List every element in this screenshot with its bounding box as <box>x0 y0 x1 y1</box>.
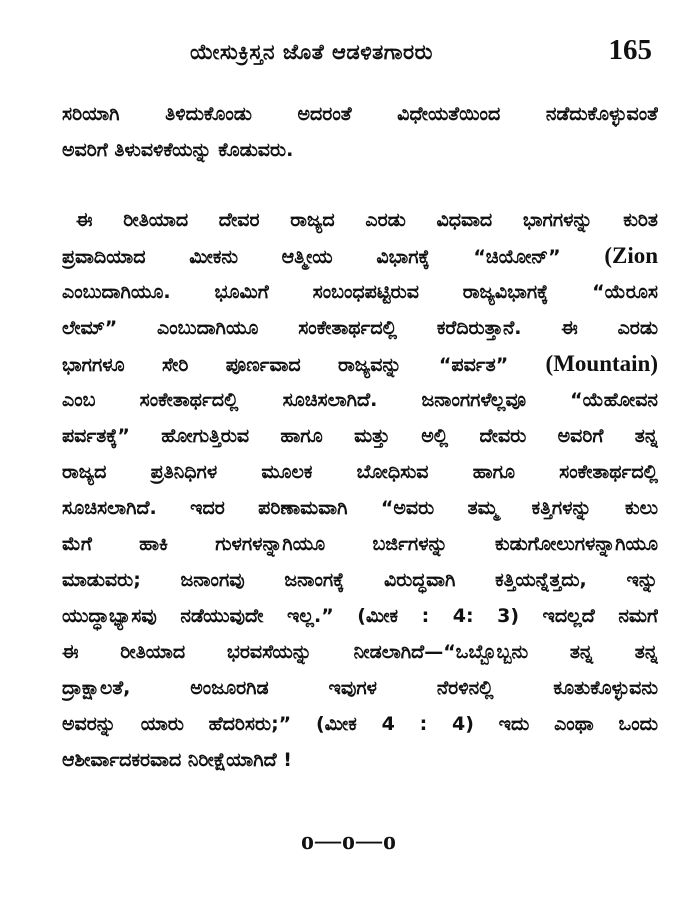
chapter-title: ಯೇಸುಕ್ರಿಸ್ತನ ಜೊತೆ ಆಡಳಿತಗಾರರು <box>190 40 433 64</box>
paragraph-2-line-8: ರಾಜ್ಯದ ಪ್ರತಿನಿಧಿಗಳ ಮೂಲಕ ಬೋಧಿಸುವ ಹಾಗೂ ಸಂಕೇತಾರ್ಥದಲ್ಲಿ <box>62 461 658 483</box>
paragraph-2-line-15: ಅವರನ್ನು ಯಾರು ಹೆದರಿಸರು;” (ಮೀಕ 4 : 4) ಇದು ಎಂಥಾ ಒಂದು <box>62 713 658 735</box>
paragraph-2-line-10: ಮೆಗೆ ಹಾಕಿ ಗುಳಗಳನ್ನಾಗಿಯೂ ಬರ್ಜಿಗಳನ್ನು ಕುಡುಗೋಲುಗಳನ್ನಾಗಿಯೂ <box>62 533 658 555</box>
paragraph-2-line-3: ಎಂಬುದಾಗಿಯೂ. ಭೂಮಿಗೆ ಸಂಬಂಧಪಟ್ಟಿರುವ ರಾಜ್ಯವಿಭಾಗಕ್ಕೆ “ಯೆರೂಸ <box>62 281 658 303</box>
paragraph-2-line-4: ಲೇಮ್” ಎಂಬುದಾಗಿಯೂ ಸಂಕೇತಾರ್ಥದಲ್ಲಿ ಕರೆದಿರುತ್ತಾನೆ. ಈ ಎರಡು <box>62 317 658 339</box>
paragraph-spacer <box>62 168 658 202</box>
paragraph-2-line-5 <box>62 346 658 382</box>
paragraph-2-line-2 <box>62 238 658 274</box>
paragraph-2-line-11: ಮಾಡುವರು; ಜನಾಂಗವು ಜನಾಂಗಕ್ಕೆ ವಿರುದ್ಧವಾಗಿ ಕತ್ತಿಯನ್ನೆತ್ತದು, ಇನ್ನು <box>62 569 658 591</box>
paragraph-2-line-2-text: ಪ್ರವಾದಿಯಾದ ಮೀಕನು ಆತ್ಮೀಯ ವಿಭಾಗಕ್ಕೆ “ಚಿಯೋನ್” <box>62 246 561 268</box>
zion-term: (Zion <box>604 243 658 268</box>
mountain-term: (Mountain) <box>545 351 658 376</box>
paragraph-2-line-12: ಯುದ್ಧಾಭ್ಯಾಸವು ನಡೆಯುವುದೇ ಇಲ್ಲ.” (ಮೀಕ : 4: 3) ಇದಲ್ಲದೆ ನಮಗೆ <box>62 605 658 627</box>
paragraph-2-line-13: ಈ ರೀತಿಯಾದ ಭರವಸೆಯನ್ನು ನೀಡಲಾಗಿದೆ—“ಒಬ್ಬೊಬ್ಬನು ತನ್ನ ತನ್ನ <box>62 641 658 663</box>
paragraph-2-line-14: ದ್ರಾಕ್ಷಾಲತೆ, ಅಂಜೂರಗಿಡ ಇವುಗಳ ನೆರಳಿನಲ್ಲಿ ಕೂತುಕೊಳ್ಳುವನು <box>62 677 658 699</box>
section-end-ornament: o—o—o <box>301 826 397 855</box>
paragraph-2-line-16: ಆಶೀರ್ವಾದಕರವಾದ ನಿರೀಕ್ಷೆಯಾಗಿದೆ ! <box>62 749 292 771</box>
page-number: 165 <box>608 34 652 66</box>
running-header <box>0 34 698 74</box>
body-text <box>62 96 658 778</box>
paragraph-2-line-5-text: ಭಾಗಗಳೂ ಸೇರಿ ಪೂರ್ಣವಾದ ರಾಜ್ಯವನ್ನು “ಪರ್ವತ” <box>62 354 509 376</box>
paragraph-2-line-9: ಸೂಚಿಸಲಾಗಿದೆ. ಇದರ ಪರಿಣಾಮವಾಗಿ “ಅವರು ತಮ್ಮ ಕತ್ತಿಗಳನ್ನು ಕುಲು <box>62 497 658 519</box>
paragraph-1-line-1: ಸರಿಯಾಗಿ ತಿಳಿದುಕೊಂಡು ಅದರಂತೆ ವಿಧೇಯತೆಯಿಂದ ನಡೆದುಕೊಳ್ಳುವಂತೆ <box>62 103 658 125</box>
paragraph-2-line-1: ಈ ರೀತಿಯಾದ ದೇವರ ರಾಜ್ಯದ ಎರಡು ವಿಧವಾದ ಭಾಗಗಳನ್ನು ಕುರಿತ <box>76 209 658 231</box>
paragraph-1-line-2: ಅವರಿಗೆ ತಿಳುವಳಿಕೆಯನ್ನು ಕೊಡುವರು. <box>62 139 294 161</box>
paragraph-2-line-7: ಪರ್ವತಕ್ಕೆ” ಹೋಗುತ್ತಿರುವ ಹಾಗೂ ಮತ್ತು ಅಲ್ಲಿ ದೇವರು ಅವರಿಗೆ ತನ್ನ <box>62 425 658 447</box>
paragraph-2-line-6: ಎಂಬ ಸಂಕೇತಾರ್ಥದಲ್ಲಿ ಸೂಚಿಸಲಾಗಿದೆ. ಜನಾಂಗಗಳೆಲ್ಲವೂ “ಯೆಹೋವನ <box>62 389 658 411</box>
